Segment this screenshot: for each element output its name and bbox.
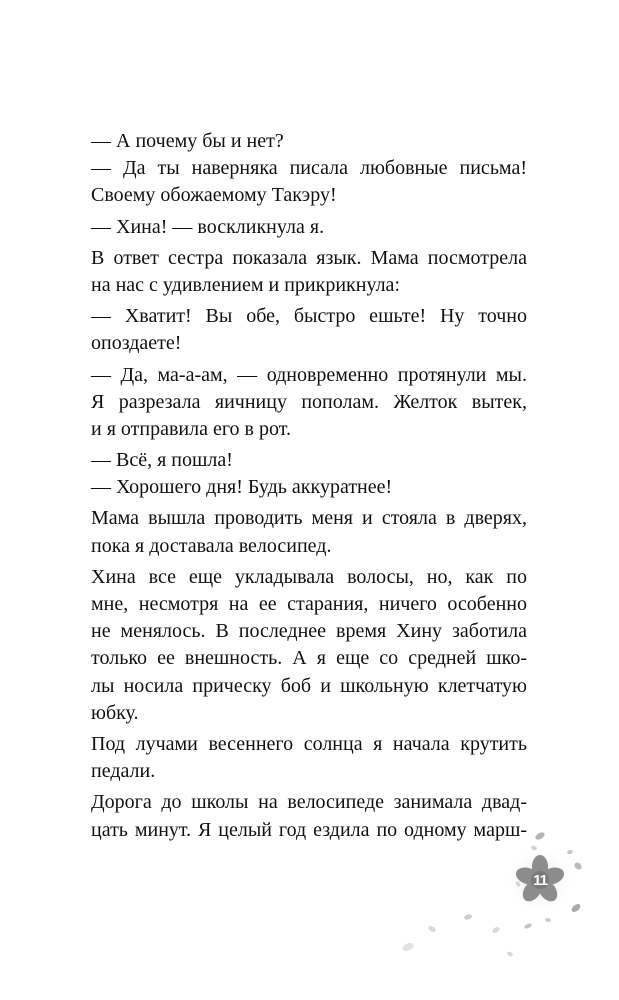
text-line: — Всё, я пошла! [91, 449, 233, 472]
text-line: Мама вышла проводить меня и стояла в дверях, [91, 507, 527, 530]
text-line: цать минут. Я целый год ездила по одному марш- [91, 818, 527, 841]
text-line: В ответ сестра показала язык. Мама посмотрела [91, 246, 527, 269]
text-line: Под лучами весеннего солнца я начала крутить [91, 732, 527, 755]
text-line: — Да ты наверняка писала любовные письма! [91, 157, 527, 180]
text-line: и я отправила его в рот. [91, 417, 291, 440]
text-line: лы носила прическу боб и школьную клетчатую [91, 674, 527, 697]
sakura-petals-decoration [490, 822, 600, 972]
text-line: — Хорошего дня! Будь аккуратнее! [91, 476, 393, 499]
text-line: — Хватит! Вы обе, быстро ешьте! Ну точно [91, 305, 527, 328]
text-line: на нас с удивлением и прикрикнула: [91, 273, 400, 296]
text-line: мне, несмотря на ее старания, ничего особенно [91, 593, 527, 615]
text-line: Дорога до школы на велосипеде занимала двад- [91, 791, 527, 814]
sakura-petals-decoration-left [390, 905, 500, 965]
text-line: юбку. [91, 701, 139, 724]
text-line: Своему обожаемому Такэру! [91, 184, 337, 207]
text-line: Я разрезала яичницу пополам. Желток вытек, [91, 390, 527, 413]
body-text [91, 128, 527, 844]
page-number: 11 [533, 872, 547, 889]
text-line: опоздаете! [91, 332, 182, 355]
text-line: — А почему бы и нет? [91, 130, 284, 152]
text-line: — Хина! — воскликнула я. [91, 215, 325, 238]
text-line: только ее внешность. А я еще со средней шко- [91, 647, 527, 670]
text-line: не менялось. В последнее время Хину заботила [91, 620, 527, 643]
text-line: — Да, ма-а-ам, — одновременно протянули мы. [91, 363, 527, 386]
text-line: Хина все еще укладывала волосы, но, как по [91, 565, 527, 588]
text-line: педали. [91, 760, 156, 783]
text-line: пока я доставала велосипед. [91, 534, 332, 557]
